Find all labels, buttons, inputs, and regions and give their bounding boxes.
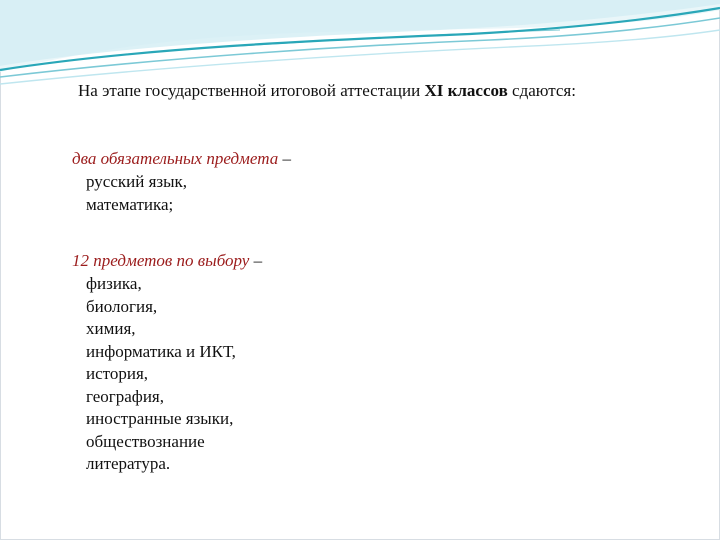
list-item: математика; bbox=[86, 194, 174, 214]
slide-title bbox=[78, 80, 698, 102]
mandatory-heading bbox=[72, 148, 291, 170]
list-item: физика, bbox=[86, 274, 142, 293]
elective-list bbox=[86, 273, 236, 476]
title-suffix: сдаются: bbox=[507, 81, 576, 100]
list-item: информатика и ИКТ, bbox=[86, 341, 236, 361]
elective-dash: – bbox=[249, 251, 263, 270]
list-item: биология, bbox=[86, 296, 158, 316]
header-wave-decoration bbox=[0, 0, 720, 90]
elective-heading bbox=[72, 250, 262, 272]
list-item: обществознание bbox=[86, 431, 205, 451]
title-prefix: На этапе государственной итоговой аттестации bbox=[78, 81, 425, 100]
list-item: литература. bbox=[86, 454, 171, 473]
list-item: химия, bbox=[86, 319, 136, 338]
list-item: иностранные языки, bbox=[86, 409, 234, 428]
list-item: русский язык, bbox=[86, 172, 188, 191]
list-item: история, bbox=[86, 364, 149, 383]
mandatory-heading-text: два обязательных предмета bbox=[72, 149, 279, 168]
mandatory-dash: – bbox=[278, 149, 291, 168]
elective-heading-text: 12 предметов по выбору bbox=[72, 251, 250, 270]
title-emphasis: XI классов bbox=[424, 81, 508, 100]
mandatory-list bbox=[86, 171, 187, 216]
list-item: география, bbox=[86, 386, 164, 406]
